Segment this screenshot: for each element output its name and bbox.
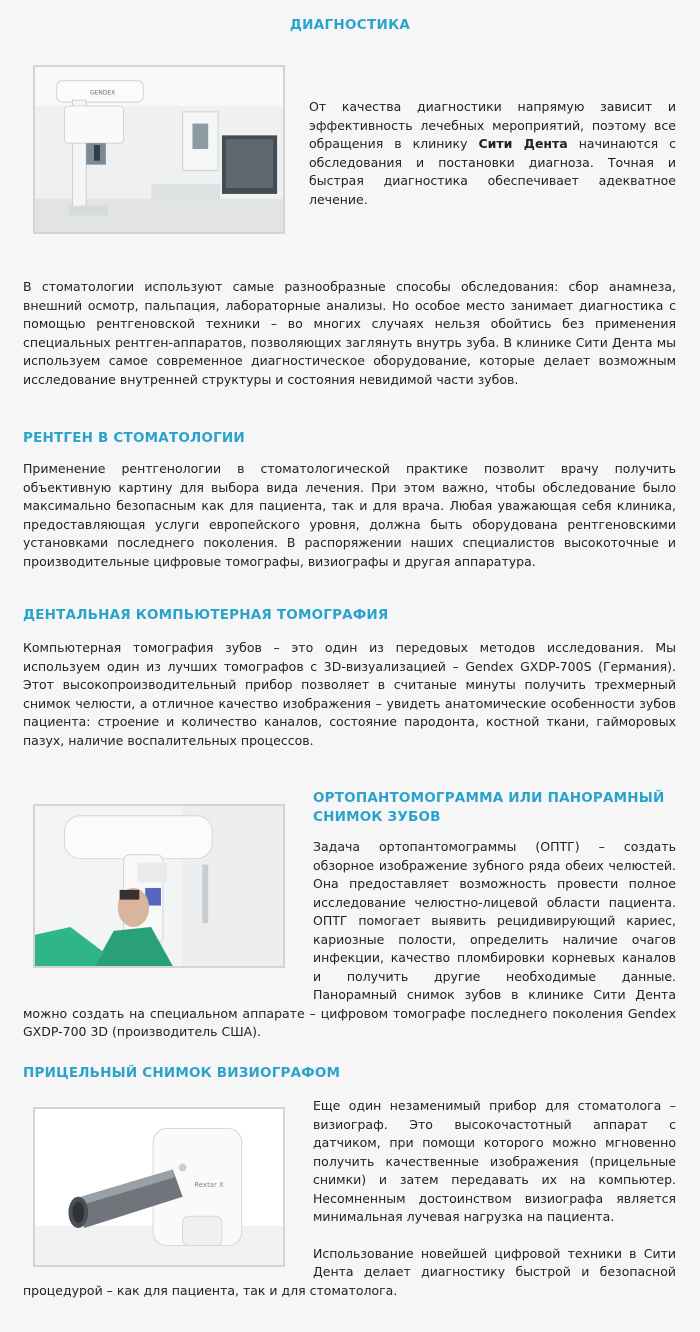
intro-paragraph (309, 98, 676, 209)
optg-heading: ОРТОПАНТОМОГРАММА ИЛИ ПАНОРАМНЫЙ СНИМОК ЗУБОВ (313, 790, 665, 825)
visio-heading: ПРИЦЕЛЬНЫЙ СНИМОК ВИЗИОГРАФОМ (23, 1065, 341, 1081)
xray-heading: РЕНТГЕН В СТОМАТОЛОГИИ (23, 430, 245, 446)
visio-paragraph-2: Использование новейшей цифровой техники в Сити Дента делает диагностику быстрой и безопасной процедурой – как для пациента, так и для стоматолога. (23, 1245, 676, 1298)
methods-paragraph: В стоматологии используют самые разнообразные способы обследования: сбор анамнеза, внешний осмотр, пальпация, лабораторные анализы. Но особое место занимает диагностика с помощью рентгеновской техники – во многих случаях нельзя обойтись без применения специальных рентген-аппаратов, позволяющих заглянуть внутрь зуба. В клинике Сити Дента мы используем самое современное диагностическое оборудование, которые делает возможным исследование внутренней структуры и состояния невидимой части зубов. (23, 279, 676, 387)
xray-paragraph: Применение рентгенологии в стоматологической практике позволит врачу получить объективную картину для выбора вида лечения. При этом важно, чтобы обследование было максимально безопасным как для пациента, так и для врача. Любая уважающая себя клиника, предоставляющая услуги европейского уровня, должна быть оборудована рентгеновскими установками последнего поколения. В распоряжении наших специалистов высокоточные и производительные цифровые томографы, визиографы и другая аппаратура. (23, 461, 676, 569)
visio-float-spacer (23, 1097, 313, 1269)
device-brand-label: Rextar X (194, 1181, 224, 1189)
visio-paragraph-1: Еще один незаменимый прибор для стоматолога – визиограф. Это высокочастотный аппарат с датчиком, при помощи которого можно мгновенно получить качественные изображения (прицельные снимки) и затем передавать их на компьютер. Несомненным достоинством визиографа является минимальная лучевая нагрузка на пациента. (313, 1098, 676, 1224)
ct-heading: ДЕНТАЛЬНАЯ КОМПЬЮТЕРНАЯ ТОМОГРАФИЯ (23, 607, 389, 623)
brand-name: Сити Дента (478, 136, 568, 151)
page-title: ДИАГНОСТИКА (289, 17, 411, 33)
optg-paragraph: Задача ортопантомограммы (ОПТГ) – создать обзорное изображение зубного ряда обеих челюстей. Она предоставляет возможность провести полное исследование челюстно-лицевой области пациента. ОПТГ помогает выявить рецидивирующий кариес, кариозные полости, определить наличие очагов инфекции, качество пломбировки корневых каналов и получить другие необходимые данные. Панорамный снимок зубов в клинике Сити Дента можно создать на специальном аппарате – цифровом томографе последнего поколения Gendex GXDP-700 3D (производитель США). (23, 839, 676, 1039)
visio-section (23, 1097, 676, 1300)
panoramic-scanner-image (33, 804, 285, 968)
scanner-brand-label: GENDEX (90, 90, 116, 97)
xray-room-image (33, 65, 285, 234)
intro-text-part2: начинаются с обследования и постановки диагноза. Точная и быстрая диагностика обеспечивает адекватное лечение. (309, 136, 676, 207)
ct-paragraph: Компьютерная томография зубов – это один из передовых методов исследования. Мы используем один из лучших томографов с 3D-визуализацией – Gendex GXDP-700S (Германия). Этот высокопроизводительный прибор позволяет в считаные минуты получить трехмерный снимок челюсти, а отличное качество изображения – увидеть анатомические особенности зубов пациента: строение и количество каналов, состояние пародонта, костной ткани, гайморовых пазух, наличие воспалительных процессов. (23, 640, 676, 748)
intro-text-part1: От качества диагностики напрямую зависит и эффективность лечебных мероприятий, поэтому все обращения в клинику (309, 99, 676, 151)
